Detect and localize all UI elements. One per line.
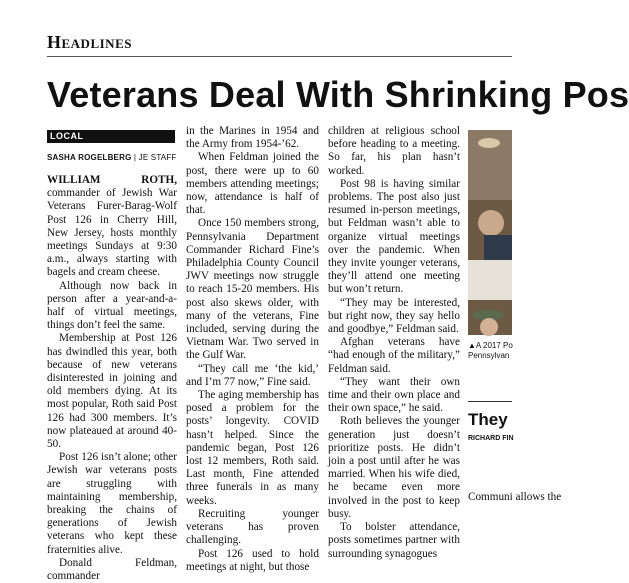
paragraph: Although now back in person after a year-and-a-half of virtual meetings, things don’t feel the same.: [47, 279, 177, 332]
section-rule: [47, 56, 512, 57]
paragraph: Afghan veterans have “had enough of the military,” Feldman said.: [328, 336, 460, 375]
section-label-bar: [47, 130, 175, 143]
paragraph: When Feldman joined the post, there were up to 60 members attending meetings; now, attendance is half of that.: [186, 151, 319, 217]
photo-caption: ▲A 2017 Po Pennsylvan: [468, 341, 513, 360]
paragraph: Membership at Post 126 has dwindled this year, both because of new veterans disinterested in joining and old members dying. At its most popular, Roth said Post 126 had 300 members. It’s now plateaued at around 40-50.: [47, 332, 177, 451]
article-byline: [47, 153, 177, 162]
paragraph: Post 126 isn’t alone; other Jewish war veterans posts are struggling with maintaining membership, breaking the chains of generations of Jewish veterans who kept these fraternities alive.: [47, 451, 177, 556]
byline-name: SASHA ROGELBERG: [47, 153, 132, 162]
lead-in: WILLIAM ROTH,: [47, 174, 177, 186]
section-label: LOCAL: [50, 131, 84, 141]
article-column-3: [328, 125, 460, 561]
paragraph: children at religious school before heading to a meeting. So far, his plan hasn’t worked.: [328, 125, 460, 177]
byline-staff: | JE STAFF: [131, 153, 177, 162]
paragraph: To bolster attendance, posts sometimes partner with surrounding synagogues: [328, 521, 460, 560]
paragraph: Recruiting younger veterans has proven challenging.: [186, 507, 319, 547]
paragraph: Roth believes the younger generation just doesn’t prioritize posts. He didn’t join a post until after he was married. When his wife died, he became even more involved in the post to keep busy.: [328, 415, 460, 520]
teaser-byline: RICHARD FIN: [468, 435, 514, 442]
article-photo: [468, 130, 512, 335]
teaser-text: Communi allows the: [468, 491, 562, 503]
article-headline: Veterans Deal With Shrinking Pos: [47, 74, 629, 115]
paragraph: WILLIAM ROTH, commander of Jewish War Veterans Furer-Barag-Wolf Post 126 in Cherry Hill, New Jersey, hosts monthly meetings Sundays at 9:30 a.m., always starting with bagels and cream cheese.: [47, 174, 177, 279]
paragraph: “They call me ‘the kid,’ and I’m 77 now,” Fine said.: [186, 362, 319, 388]
article-column-1: [47, 174, 177, 583]
section-title: Headlines: [47, 32, 132, 52]
paragraph: Post 98 is having similar problems. The post also just resumed in-person meetings, but Feldman wasn’t able to organize virtual meetings over the pandemic. When they invite younger veterans, they’ll attend one meeting but won’t return.: [328, 177, 460, 296]
teaser-rule: [468, 401, 512, 402]
paragraph: “They may be interested, but right now, they say hello and goodbye,” Feldman said.: [328, 296, 460, 336]
paragraph: Once 150 members strong, Pennsylvania Department Commander Richard Fine’s Philadelphia County Council JWV meetings now struggle to reach 15-20 members. His post also skews older, with many of the veterans, Fine included, serving during the Vietnam War. Two served in the Gulf War.: [186, 217, 319, 362]
teaser-headline: They: [468, 410, 508, 429]
paragraph: Post 126 used to hold meetings at night, but those: [186, 547, 319, 573]
article-column-2: [186, 125, 319, 574]
paragraph: “They want their own time and their own place and their own space,” he said.: [328, 375, 460, 415]
paragraph: in the Marines in 1954 and the Army from 1954-’62.: [186, 125, 319, 151]
paragraph: The aging membership has posed a problem for the posts’ longevity. COVID hasn’t helped. Since the pandemic began, Post 126 lost 12 members, Roth said. Last month, Fine attended three funerals in as many weeks.: [186, 389, 319, 507]
paragraph: Donald Feldman, commander: [47, 556, 177, 583]
